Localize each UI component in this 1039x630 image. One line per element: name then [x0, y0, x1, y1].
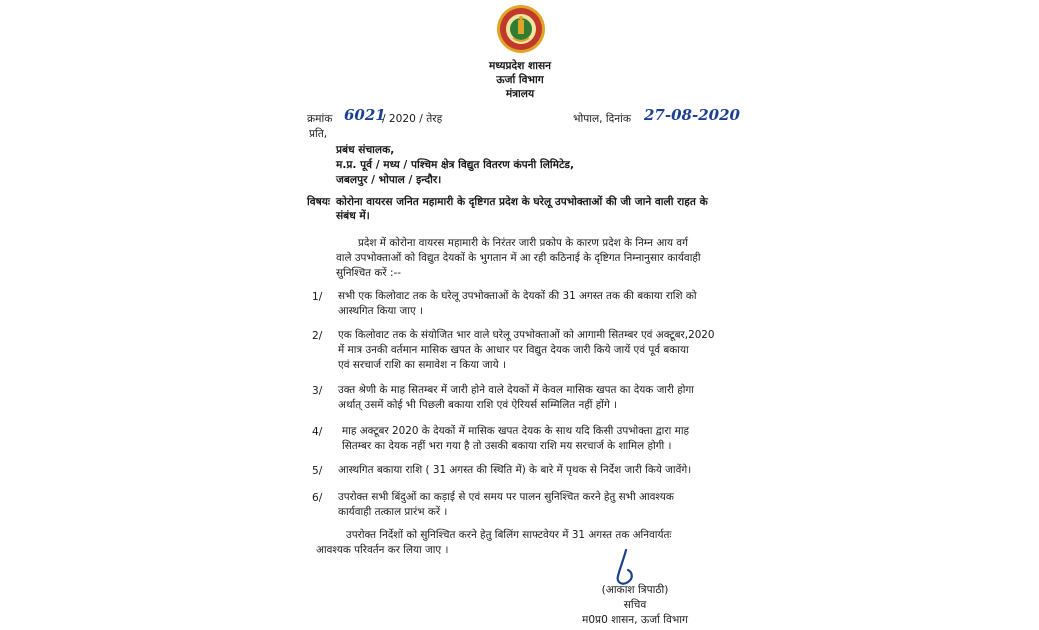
reference-number: 6021 — [344, 106, 386, 124]
point-number: 5/ — [312, 465, 323, 477]
point-line: सभी एक किलोवाट तक के घरेलू उपभोक्ताओं के देयकों की 31 अगस्त तक की बकाया राशि को — [338, 290, 697, 302]
recipient-line-3: जबलपुर / भोपाल / इन्दौर। — [336, 174, 442, 186]
point-line: सितम्बर का देयक नहीं भरा गया है तो उसकी बकाया राशि मय सरचार्ज के शामिल होगी । — [342, 440, 672, 452]
mp-government-emblem — [496, 4, 546, 54]
point-line: एक किलोवाट तक के संयोजित भार वाले घरेलू उपभोक्ताओं को आगामी सितम्बर एवं अक्टूबर,2020 — [338, 329, 715, 341]
point-line: उक्त श्रेणी के माह सितम्बर में जारी होने वाले देयकों में केवल मासिक खपत का देयक जारी होगा — [338, 384, 694, 396]
reference-suffix: / 2020 / तेरह — [382, 113, 443, 125]
recipient-prati: प्रति, — [309, 128, 328, 140]
letterhead-department: ऊर्जा विभाग — [496, 74, 544, 86]
point-line: एवं सरचार्ज राशि का समावेश न किया जाये । — [338, 359, 506, 371]
place-date-label: भोपाल, दिनांक — [573, 113, 631, 125]
point-line: कार्यवाही तत्काल प्रारंभ करें । — [338, 506, 448, 518]
intro-paragraph — [336, 236, 701, 281]
point-line: में मात्र उनकी वर्तमान मासिक खपत के आधार पर विद्युत देयक जारी किये जायें एवं पूर्व बकाया — [338, 344, 689, 356]
closing-line: उपरोक्त निर्देशों को सुनिश्चित करने हेतु बिलिंग साफ्टवेयर में 31 अगस्त तक अनिवार्यतः — [346, 529, 672, 541]
point-number: 3/ — [312, 385, 323, 397]
point-number: 4/ — [312, 426, 323, 438]
point-number: 6/ — [312, 492, 323, 504]
point-line: अर्थात् उसमें कोई भी पिछली बकाया राशि एवं ऐरियर्स सम्मिलित नहीं होंगे । — [338, 399, 618, 411]
point-number: 2/ — [312, 330, 323, 342]
signatory-designation: सचिव — [623, 599, 647, 611]
signatory-office: म0प्र0 शासन, ऊर्जा विभाग — [581, 614, 688, 626]
point-1-text — [338, 289, 697, 319]
subject-line-1: कोरोना वायरस जनित महामारी के दृष्टिगत प्रदेश के घरेलू उपभोक्ताओं की जी जाने वाली राहत के — [336, 196, 708, 208]
point-5-text — [338, 463, 691, 478]
point-4-text — [342, 424, 689, 454]
letterhead-state: मध्यप्रदेश शासन — [489, 60, 551, 72]
point-line: आस्थगित बकाया राशि ( 31 अगस्त की स्थिति में) के बारे में पृथक से निर्देश जारी किये जावेंगे। — [338, 464, 692, 476]
point-line: आस्थगित किया जाए । — [338, 305, 423, 317]
point-line: माह अक्टूबर 2020 के देयकों में मासिक खपत देयक के साथ यदि किसी उपभोक्ता द्वारा माह — [342, 425, 690, 437]
closing-line: आवश्यक परिवर्तन कर लिया जाए । — [316, 544, 449, 556]
reference-label: क्रमांक — [307, 113, 333, 125]
point-6-text — [338, 490, 674, 520]
letterhead-ministry: मंत्रालय — [505, 88, 535, 100]
recipient-line-1: प्रबंध संचालक, — [336, 144, 395, 156]
signatory-name: (आकाश त्रिपाठी) — [601, 584, 669, 596]
point-3-text — [338, 383, 694, 413]
intro-line: सुनिश्चित करें :-- — [336, 267, 401, 279]
letter-date: 27-08-2020 — [644, 106, 740, 124]
subject-label: विषयः — [307, 196, 331, 208]
intro-line: वाले उपभोक्ताओं को विद्युत देयकों के भुगतान में आ रही कठिनाई के दृष्टिगत निम्नानुसार कार्यवाही — [336, 252, 701, 264]
intro-line: प्रदेश में कोरोना वायरस महामारी के निरंतर जारी प्रकोप के कारण प्रदेश के निम्न आय वर्ग — [358, 237, 688, 249]
point-number: 1/ — [312, 291, 323, 303]
point-2-text — [338, 328, 715, 373]
subject-line-2: संबंध में। — [336, 210, 370, 222]
recipient-line-2: म.प्र. पूर्व / मध्य / पश्चिम क्षेत्र विद्युत वितरण कंपनी लिमिटेड, — [336, 159, 574, 171]
point-line: उपरोक्त सभी बिंदुओं का कड़ाई से एवं समय पर पालन सुनिश्चित करने हेतु सभी आवश्यक — [338, 491, 674, 503]
